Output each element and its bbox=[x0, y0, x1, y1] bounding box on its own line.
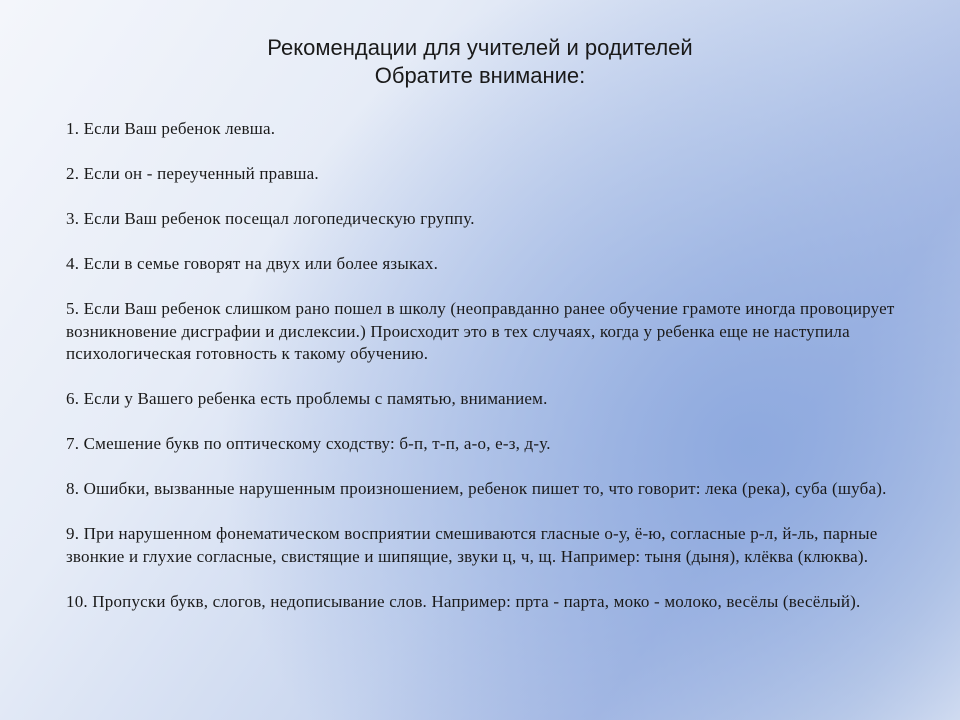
page-title bbox=[0, 34, 960, 90]
list-item-8: 8. Ошибки, вызванные нарушенным произношением, ребенок пишет то, что говорит: лека (река), суба (шуба). bbox=[66, 479, 887, 498]
list-item-4: 4. Если в семье говорят на двух или более языках. bbox=[66, 254, 439, 273]
list-item-6: 6. Если у Вашего ребенка есть проблемы с памятью, вниманием. bbox=[66, 389, 548, 408]
list-item-9: 9. При нарушенном фонематическом восприятии смешиваются гласные о-у, ё-ю, согласные р-л, й-ль, парные звонкие и глухие согласные, свистящие и шипящие, звуки ц, ч, щ. Например: тыня (дыня), клёква (клюква). bbox=[66, 524, 878, 566]
list-item-1: 1. Если Ваш ребенок левша. bbox=[66, 119, 276, 138]
list-item-3: 3. Если Ваш ребенок посещал логопедическую группу. bbox=[66, 209, 475, 228]
recommendation-list bbox=[66, 118, 916, 613]
list-item-5: 5. Если Ваш ребенок слишком рано пошел в школу (неоправданно ранее обучение грамоте иногда провоцирует возникновение дисграфии и дислексии.) Происходит это в тех случаях, когда у ребенка еще не наступила психологическая готовность к такому обучению. bbox=[66, 299, 895, 363]
list-item-2: 2. Если он - переученный правша. bbox=[66, 164, 319, 183]
title-line-2: Обратите внимание: bbox=[374, 63, 586, 88]
list-item-7: 7. Смешение букв по оптическому сходству: б-п, т-п, а-о, е-з, д-у. bbox=[66, 434, 551, 453]
list-item-10: 10. Пропуски букв, слогов, недописывание слов. Например: прта - парта, моко - молоко, весёлы (весёлый). bbox=[66, 591, 861, 611]
title-line-1: Рекомендации для учителей и родителей bbox=[267, 35, 693, 60]
